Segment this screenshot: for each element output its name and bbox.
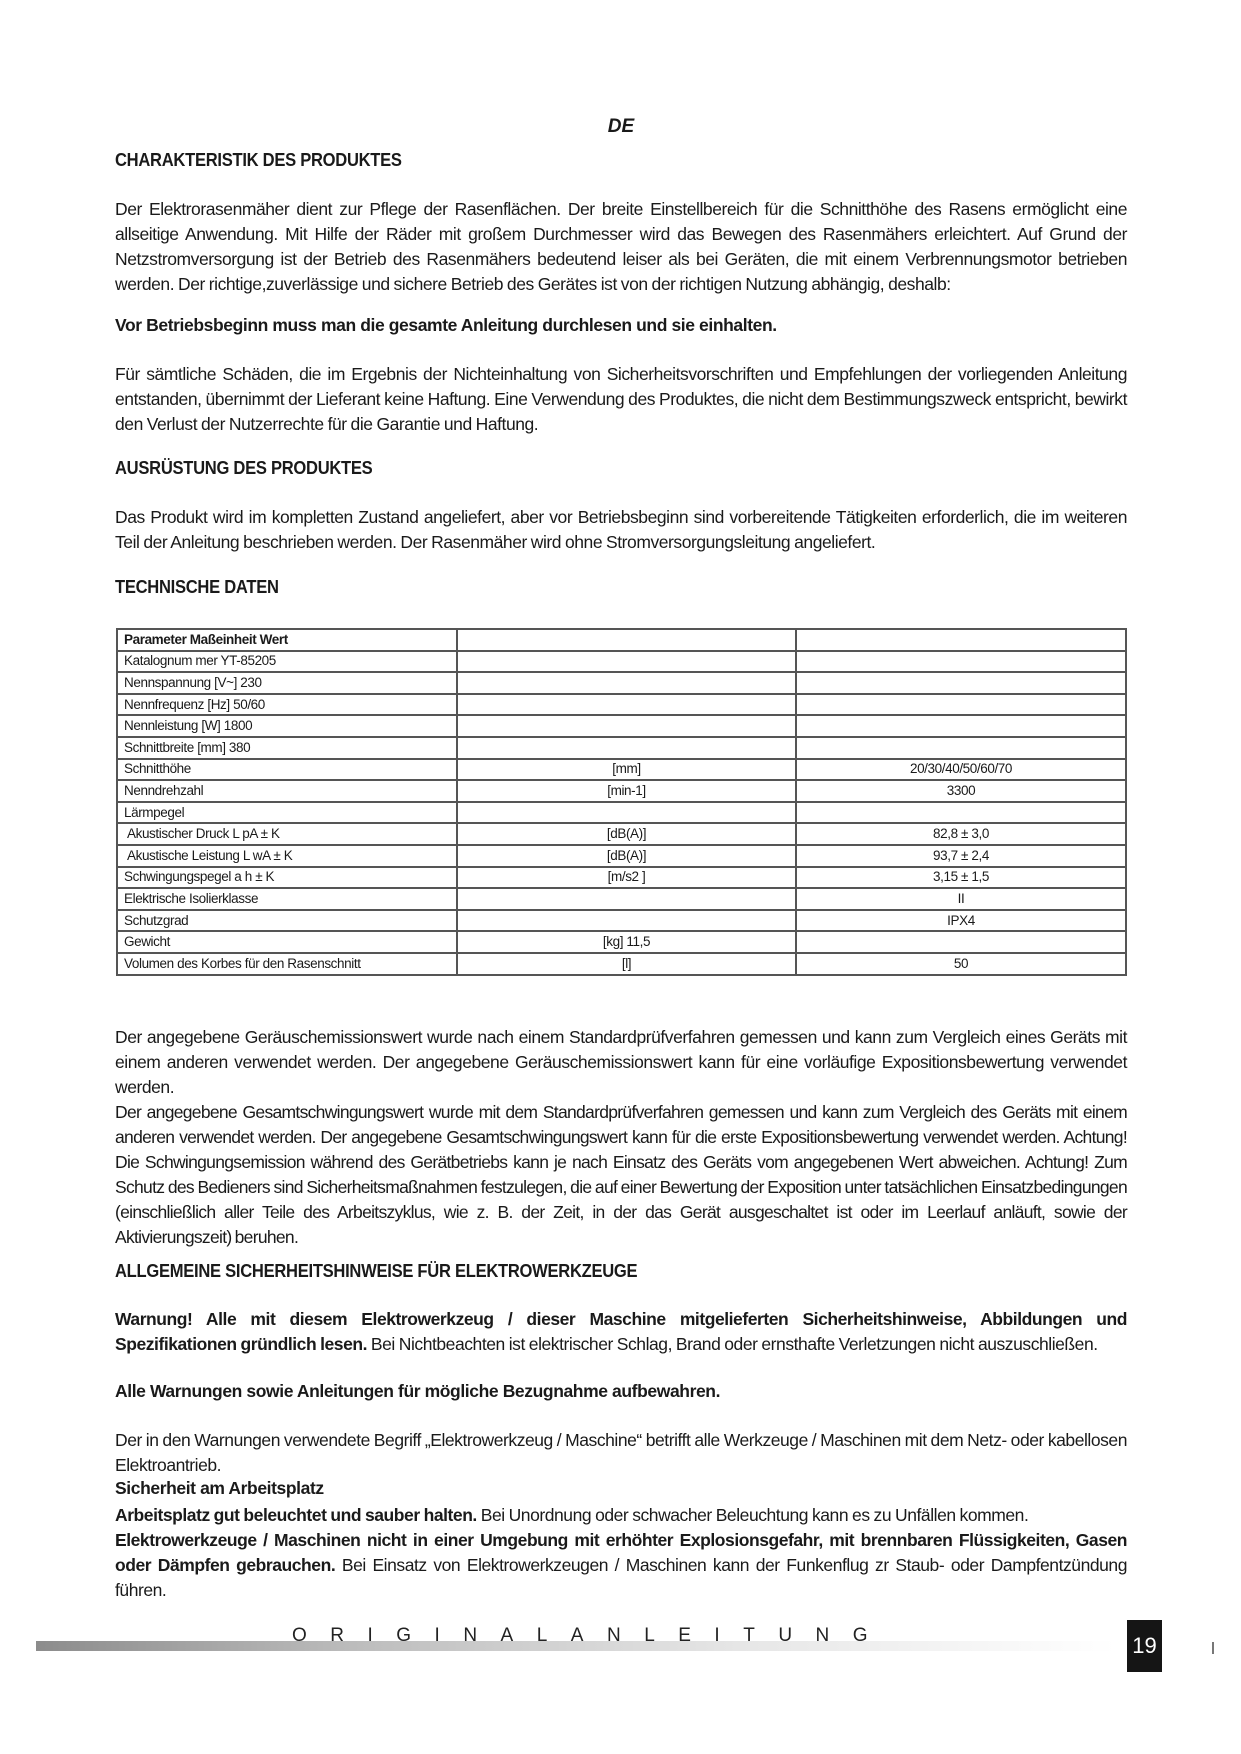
paragraph-liability: Für sämtliche Schäden, die im Ergebnis der Nichteinhaltung von Sicherheitsvorschriften und Empfehlungen der vorliegenden Anleitung entstanden, übernimmt der Lieferant keine Haftung. Eine Verwendung des Produktes, die nicht dem Bestimmungszweck entspricht, bewirkt den Verlust der Nutzerrechte für die Garantie und Haftung. (115, 364, 1127, 434)
footer-label: ORIGINALANLEITUNG (292, 1625, 892, 1646)
table-row (117, 802, 1126, 824)
paragraph-term-definition: Der in den Warnungen verwendete Begriff „Elektrowerkzeug / Maschine“ betrifft alle Werkzeuge / Maschinen mit dem Netz- oder kabellosen Elektroantrieb. (115, 1430, 1127, 1475)
safety-warning-text: Bei Nichtbeachten ist elektrischer Schlag, Brand oder ernsthafte Verletzungen nicht auszuschließen. (367, 1334, 1098, 1354)
value-cell: 20/30/40/50/60/70 (796, 759, 1126, 781)
value-cell: 82,8 ± 3,0 (796, 823, 1126, 845)
paragraph-safety-warning (115, 1307, 1127, 1357)
unit-cell (457, 715, 796, 737)
value-cell (796, 802, 1126, 824)
param-cell: Nennleistung [W] 1800 (117, 715, 457, 737)
param-cell: Akustischer Druck L pA ± K (117, 823, 457, 845)
param-cell: Nennspannung [V~] 230 (117, 672, 457, 694)
value-cell (796, 651, 1126, 673)
unit-cell (457, 888, 796, 910)
table-row (117, 780, 1126, 802)
table-row (117, 759, 1126, 781)
param-cell: Parameter Maßeinheit Wert (117, 629, 457, 651)
table-row (117, 715, 1126, 737)
unit-cell: [l] (457, 953, 796, 975)
param-cell: Elektrische Isolierklasse (117, 888, 457, 910)
param-cell: Katalognum mer YT-85205 (117, 651, 457, 673)
heading-technical-data: TECHNISCHE DATEN (115, 577, 279, 597)
value-cell (796, 715, 1126, 737)
unit-cell (457, 694, 796, 716)
value-cell: II (796, 888, 1126, 910)
param-cell: Schutzgrad (117, 910, 457, 932)
value-cell: IPX4 (796, 910, 1126, 932)
value-cell (796, 629, 1126, 651)
unit-cell (457, 910, 796, 932)
table-row (117, 953, 1126, 975)
table-row (117, 737, 1126, 759)
explosion-bold: Elektrowerkzeuge / Maschinen nicht in einer Umgebung mit erhöhter Explosionsgefahr, mit brennbaren Flüssigkeiten, Gasen oder Dämpfen gebrauchen. (115, 1530, 1127, 1575)
table-row (117, 910, 1126, 932)
table-row (117, 651, 1126, 673)
value-cell: 50 (796, 953, 1126, 975)
value-cell (796, 672, 1126, 694)
value-cell (796, 694, 1126, 716)
param-cell: Schwingungspegel a h ± K (117, 867, 457, 889)
param-cell: Gewicht (117, 931, 457, 953)
page-edge-mark (1212, 1642, 1214, 1654)
value-cell: 3,15 ± 1,5 (796, 867, 1126, 889)
unit-cell (457, 737, 796, 759)
unit-cell (457, 629, 796, 651)
table-row (117, 845, 1126, 867)
value-cell: 93,7 ± 2,4 (796, 845, 1126, 867)
table-row (117, 867, 1126, 889)
paragraph-workplace (115, 1503, 1127, 1528)
unit-cell: [dB(A)] (457, 823, 796, 845)
table-row (117, 629, 1126, 651)
param-cell: Schnitthöhe (117, 759, 457, 781)
page-number: 19 (1127, 1620, 1162, 1672)
bold-note-keep-warnings: Alle Warnungen sowie Anleitungen für mögliche Bezugnahme aufbewahren. (115, 1381, 721, 1401)
paragraph-explosion (115, 1528, 1127, 1603)
unit-cell: [dB(A)] (457, 845, 796, 867)
param-cell: Volumen des Korbes für den Rasenschnitt (117, 953, 457, 975)
unit-cell: [kg] 11,5 (457, 931, 796, 953)
heading-general-safety: ALLGEMEINE SICHERHEITSHINWEISE FÜR ELEKTROWERKZEUGE (115, 1261, 638, 1281)
paragraph-noise-note: Der angegebene Geräuschemissionswert wurde nach einem Standardprüfverfahren gemessen und kann zum Vergleich eines Geräts mit einem anderen verwendet werden. Der angegebene Geräuschemissionswert kann für eine vorläufige Expositionsbewertung verwendet werden. (115, 1027, 1127, 1097)
safety-warning-bold: Warnung! Alle mit diesem Elektrowerkzeug / dieser Maschine mitgelieferten Sicherheitshinweise, Abbildungen und Spezifikationen gründlich lesen. (115, 1309, 1127, 1354)
unit-cell: [min-1] (457, 780, 796, 802)
unit-cell: [m/s2 ] (457, 867, 796, 889)
unit-cell: [mm] (457, 759, 796, 781)
subheading-workplace-safety: Sicherheit am Arbeitsplatz (115, 1478, 324, 1498)
paragraph-characteristic: Der Elektrorasenmäher dient zur Pflege der Rasenflächen. Der breite Einstellbereich für die Schnitthöhe des Rasens ermöglicht eine allseitige Anwendung. Mit Hilfe der Räder mit großem Durchmesser wird das Bewegen des Rasenmähers erleichtert. Auf Grund der Netzstromversorgung ist der Betrieb des Rasenmähers bedeutend leiser als bei Geräten, die mit einem Verbrennungsmotor betrieben werden. Der richtige,zuverlässige und sichere Betrieb des Gerätes ist von der richtigen Nutzung abhängig, deshalb: (115, 199, 1127, 294)
param-cell: Nennfrequenz [Hz] 50/60 (117, 694, 457, 716)
param-cell: Schnittbreite [mm] 380 (117, 737, 457, 759)
heading-equipment: AUSRÜSTUNG DES PRODUKTES (115, 458, 373, 478)
unit-cell (457, 651, 796, 673)
explosion-text: Bei Einsatz von Elektrowerkzeugen / Maschinen kann der Funkenflug zr Staub- oder Dampfentzündung führen. (115, 1555, 1127, 1600)
technical-data-table (116, 628, 1127, 976)
table-row (117, 823, 1126, 845)
workplace-text: Bei Unordnung oder schwacher Beleuchtung kann es zu Unfällen kommen. (476, 1505, 1029, 1525)
table-row (117, 931, 1126, 953)
table-row (117, 672, 1126, 694)
value-cell: 3300 (796, 780, 1126, 802)
value-cell (796, 737, 1126, 759)
workplace-bold: Arbeitsplatz gut beleuchtet und sauber halten. (115, 1505, 477, 1525)
table-row (117, 694, 1126, 716)
bold-note-read-manual: Vor Betriebsbeginn muss man die gesamte Anleitung durchlesen und sie einhalten. (115, 315, 777, 335)
param-cell: Nenndrehzahl (117, 780, 457, 802)
unit-cell (457, 802, 796, 824)
paragraph-equipment: Das Produkt wird im kompletten Zustand angeliefert, aber vor Betriebsbeginn sind vorbereitende Tätigkeiten erforderlich, die im weiteren Teil der Anleitung beschrieben werden. Der Rasenmäher wird ohne Stromversorgungsleitung angeliefert. (115, 507, 1127, 552)
value-cell (796, 931, 1126, 953)
param-cell: Akustische Leistung L wA ± K (117, 845, 457, 867)
unit-cell (457, 672, 796, 694)
language-tag: DE (607, 116, 635, 137)
table-row (117, 888, 1126, 910)
heading-characteristic: CHARAKTERISTIK DES PRODUKTES (115, 150, 402, 170)
param-cell: Lärmpegel (117, 802, 457, 824)
paragraph-vibration-note: Der angegebene Gesamtschwingungswert wurde mit dem Standardprüfverfahren gemessen und kann zum Vergleich des Geräts mit einem anderen verwendet werden. Der angegebene Gesamtschwingungswert kann für die erste Expositionsbewertung verwendet werden. Achtung! Die Schwingungsemission während des Gerätbetriebs kann je nach Einsatz des Geräts vom angegebenen Wert abweichen. Achtung! Zum Schutz des Bedieners sind Sicherheitsmaßnahmen festzulegen, die auf einer Bewertung der Exposition unter tatsächlichen Einsatzbedingungen (einschließlich aller Teile des Arbeitszyklus, wie z. B. der Zeit, in der das Gerät ausgeschaltet ist oder im Leerlauf anläuft, sowie der Aktivierungszeit) beruhen. (115, 1102, 1127, 1247)
